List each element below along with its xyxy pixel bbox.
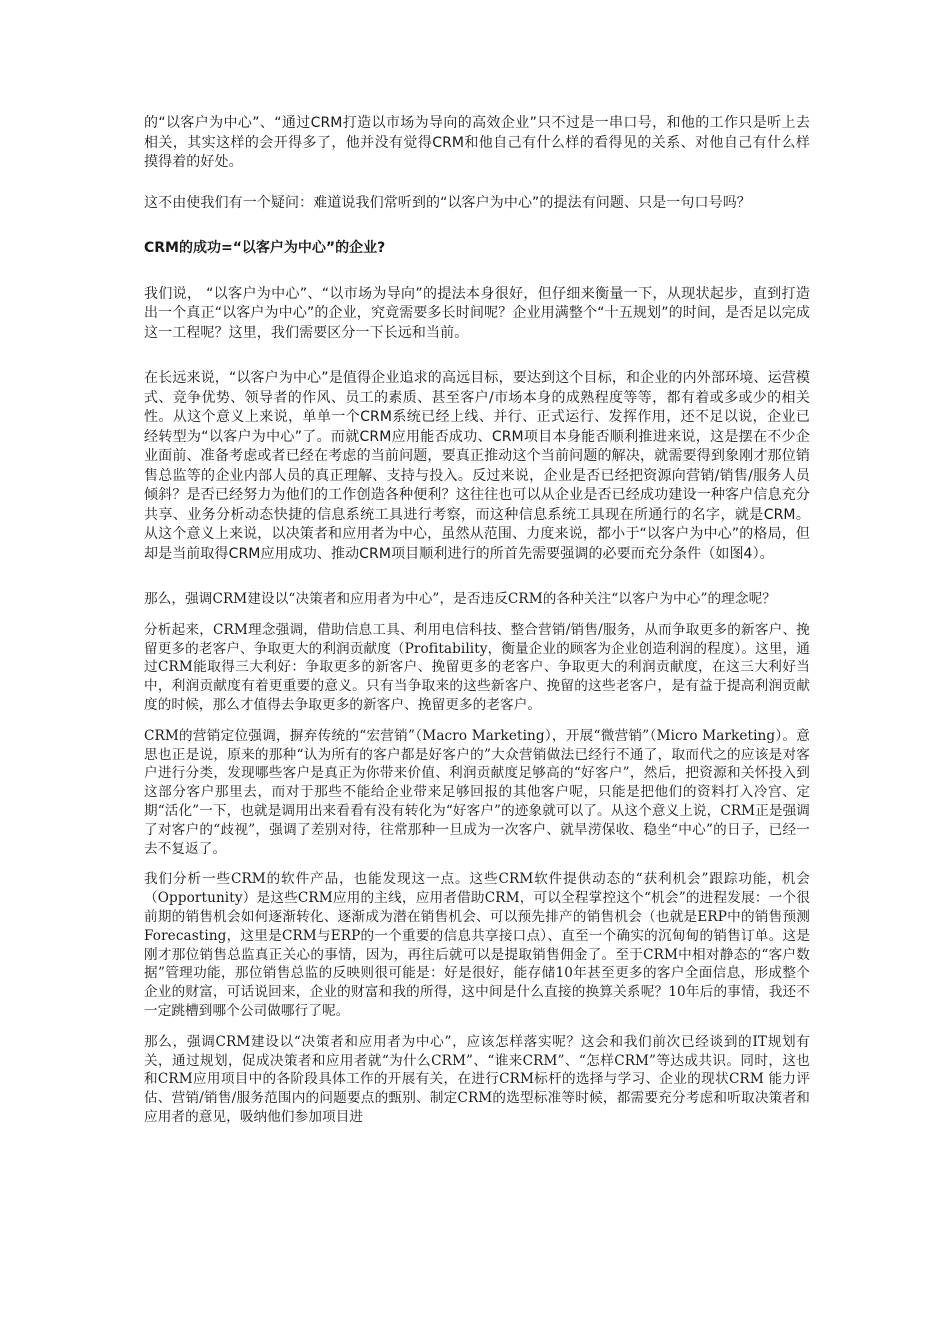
paragraph-6: 分析起来，CRM理念强调，借助信息工具、利用电信科技、整合营销/销售/服务，从而争取更多的新客户、挽留更多的老客户、争取更大的利润贡献度（Profitability，衡量企业的顾客为企业创造利润的程度）。这里，通过CRM能取得三大利好：争取更多的新客户、挽留更多的老客户、争取更大的利润贡献度，在这三大利好当中，利润贡献度有着更重要的意义。只有当争取来的这些新客户、挽留的这些老客户，是有益于提高利润贡献度的时候，那么才值得去争取更多的新客户、挽留更多的老客户。 xyxy=(144,621,810,713)
paragraph-5: 那么，强调CRM建设以“决策者和应用者为中心”，是否违反CRM的各种关注“以客户为中心”的理念呢？ xyxy=(144,591,776,607)
paragraph-3: 我们说， “以客户为中心”、“以市场为导向”的提法本身很好，但仔细来衡量一下，从现状起步，直到打造出一个真正“以客户为中心”的企业，究竟需要多长时间呢？企业用满整个“十五规划”的时间，是否足以完成这一工程呢？这里，我们需要区分一下长远和当前。 xyxy=(144,285,810,341)
paragraph-7: CRM的营销定位强调，摒弃传统的“宏营销”（Macro Marketing），开展“微营销”（Micro Marketing）。意思也正是说，原来的那种“认为所有的客户都是好客户的”大众营销做法已经行不通了，取而代之的应该是对客户进行分类，发现哪些客户是真正为你带来价值、利润贡献度足够高的“好客户”，然后，把资源和关怀投入到这部分客户那里去，而对于那些不能给企业带来足够回报的其他客户呢，只能是把他们的资料打入冷宫、定期“活化”一下，也就是调用出来看看有没有转化为“好客户”的迹象就可以了。从这个意义上说，CRM正是强调了对客户的“歧视”，强调了差别对待，往常那种一旦成为一次客户、就旱涝保收、稳坐“中心”的日子，已经一去不复返了。 xyxy=(144,727,810,857)
paragraph-8: 我们分析一些CRM的软件产品，也能发现这一点。这些CRM软件提供动态的“获利机会”跟踪功能，机会（Opportunity）是这些CRM应用的主线，应用者借助CRM，可以全程掌控这个“机会”的进程发展：一个很前期的销售机会如何逐渐转化、逐渐成为潜在销售机会、可以预先排产的销售机会（也就是ERP中的销售预测Forecasting，这里是CRM与ERP的一个重要的信息共享接口点）、直至一个确实的沉甸甸的销售订单。这是刚才那位销售总监真正关心的事情，因为，再往后就可以是提取销售佣金了。至于CRM中相对静态的“客户数据”管理功能，那位销售总监的反映则很可能是：好是很好，能存储10年甚至更多的客户全面信息，形成整个企业的财富，可话说回来，企业的财富和我的所得，这中间是什么直接的换算关系呢？10年后的事情，我还不一定跳槽到哪个公司做哪行了呢。 xyxy=(144,871,810,1019)
paragraph-4: 在长远来说，“以客户为中心”是值得企业追求的高远目标，要达到这个目标，和企业的内外部环境、运营模式、竞争优势、领导者的作风、员工的素质、甚至客户/市场本身的成熟程度等等，都有着或多或少的相关性。从这个意义上来说，单单一个CRM系统已经上线、并行、正式运行、发挥作用，还不足以说，企业已经转型为“以客户为中心”了。而就CRM应用能否成功、CRM项目本身能否顺利推进来说，这是摆在不少企业面前、准备考虑或者已经在考虑的当前问题，要真正推动这个当前问题的解决，就需要得到象刚才那位销售总监等的企业内部人员的真正理解、支持与投入。反过来说，企业是否已经把资源向营销/销售/服务人员倾斜？是否已经努力为他们的工作创造各种便利？这往往也可以从企业是否已经成功建设一种客户信息充分共享、业务分析动态快捷的信息系统工具进行考察，而这种信息系统工具现在所通行的名字，就是CRM。从这个意义上来说，以决策者和应用者为中心，虽然从范围、力度来说，都小于“以客户为中心”的格局，但却是当前取得CRM应用成功、推动CRM项目顺利进行的所首先需要强调的必要而充分条件（如图4）。 xyxy=(144,370,810,562)
paragraph-2: 这不由使我们有一个疑问：难道说我们常听到的“以客户为中心”的提法有问题、只是一句口号吗？ xyxy=(144,194,751,211)
section-heading: CRM的成功=“以客户为中心”的企业? xyxy=(144,240,386,256)
paragraph-9: 那么，强调CRM建设以“决策者和应用者为中心”，应该怎样落实呢？这会和我们前次已经谈到的IT规划有关，通过规划，促成决策者和应用者就“为什么CRM”、“谁来CRM”、“怎样CRM”等达成共识。同时，这也和CRM应用项目中的各阶段具体工作的开展有关，在进行CRM标杆的选择与学习、企业的现状CRM 能力评估、营销/销售/服务范围内的问题要点的甄别、制定CRM的选型标准等时候，都需要充分考虑和听取决策者和应用者的意见，吸纳他们参加项目进 xyxy=(144,1033,810,1125)
paragraph-1: 的“以客户为中心”、“通过CRM打造以市场为导向的高效企业”只不过是一串口号，和他的工作只是听上去相关，其实这样的会开得多了，他并没有觉得CRM和他自己有什么样的看得见的关系、对他自己有什么样摸得着的好处。 xyxy=(144,115,810,170)
document-body xyxy=(144,114,810,1127)
